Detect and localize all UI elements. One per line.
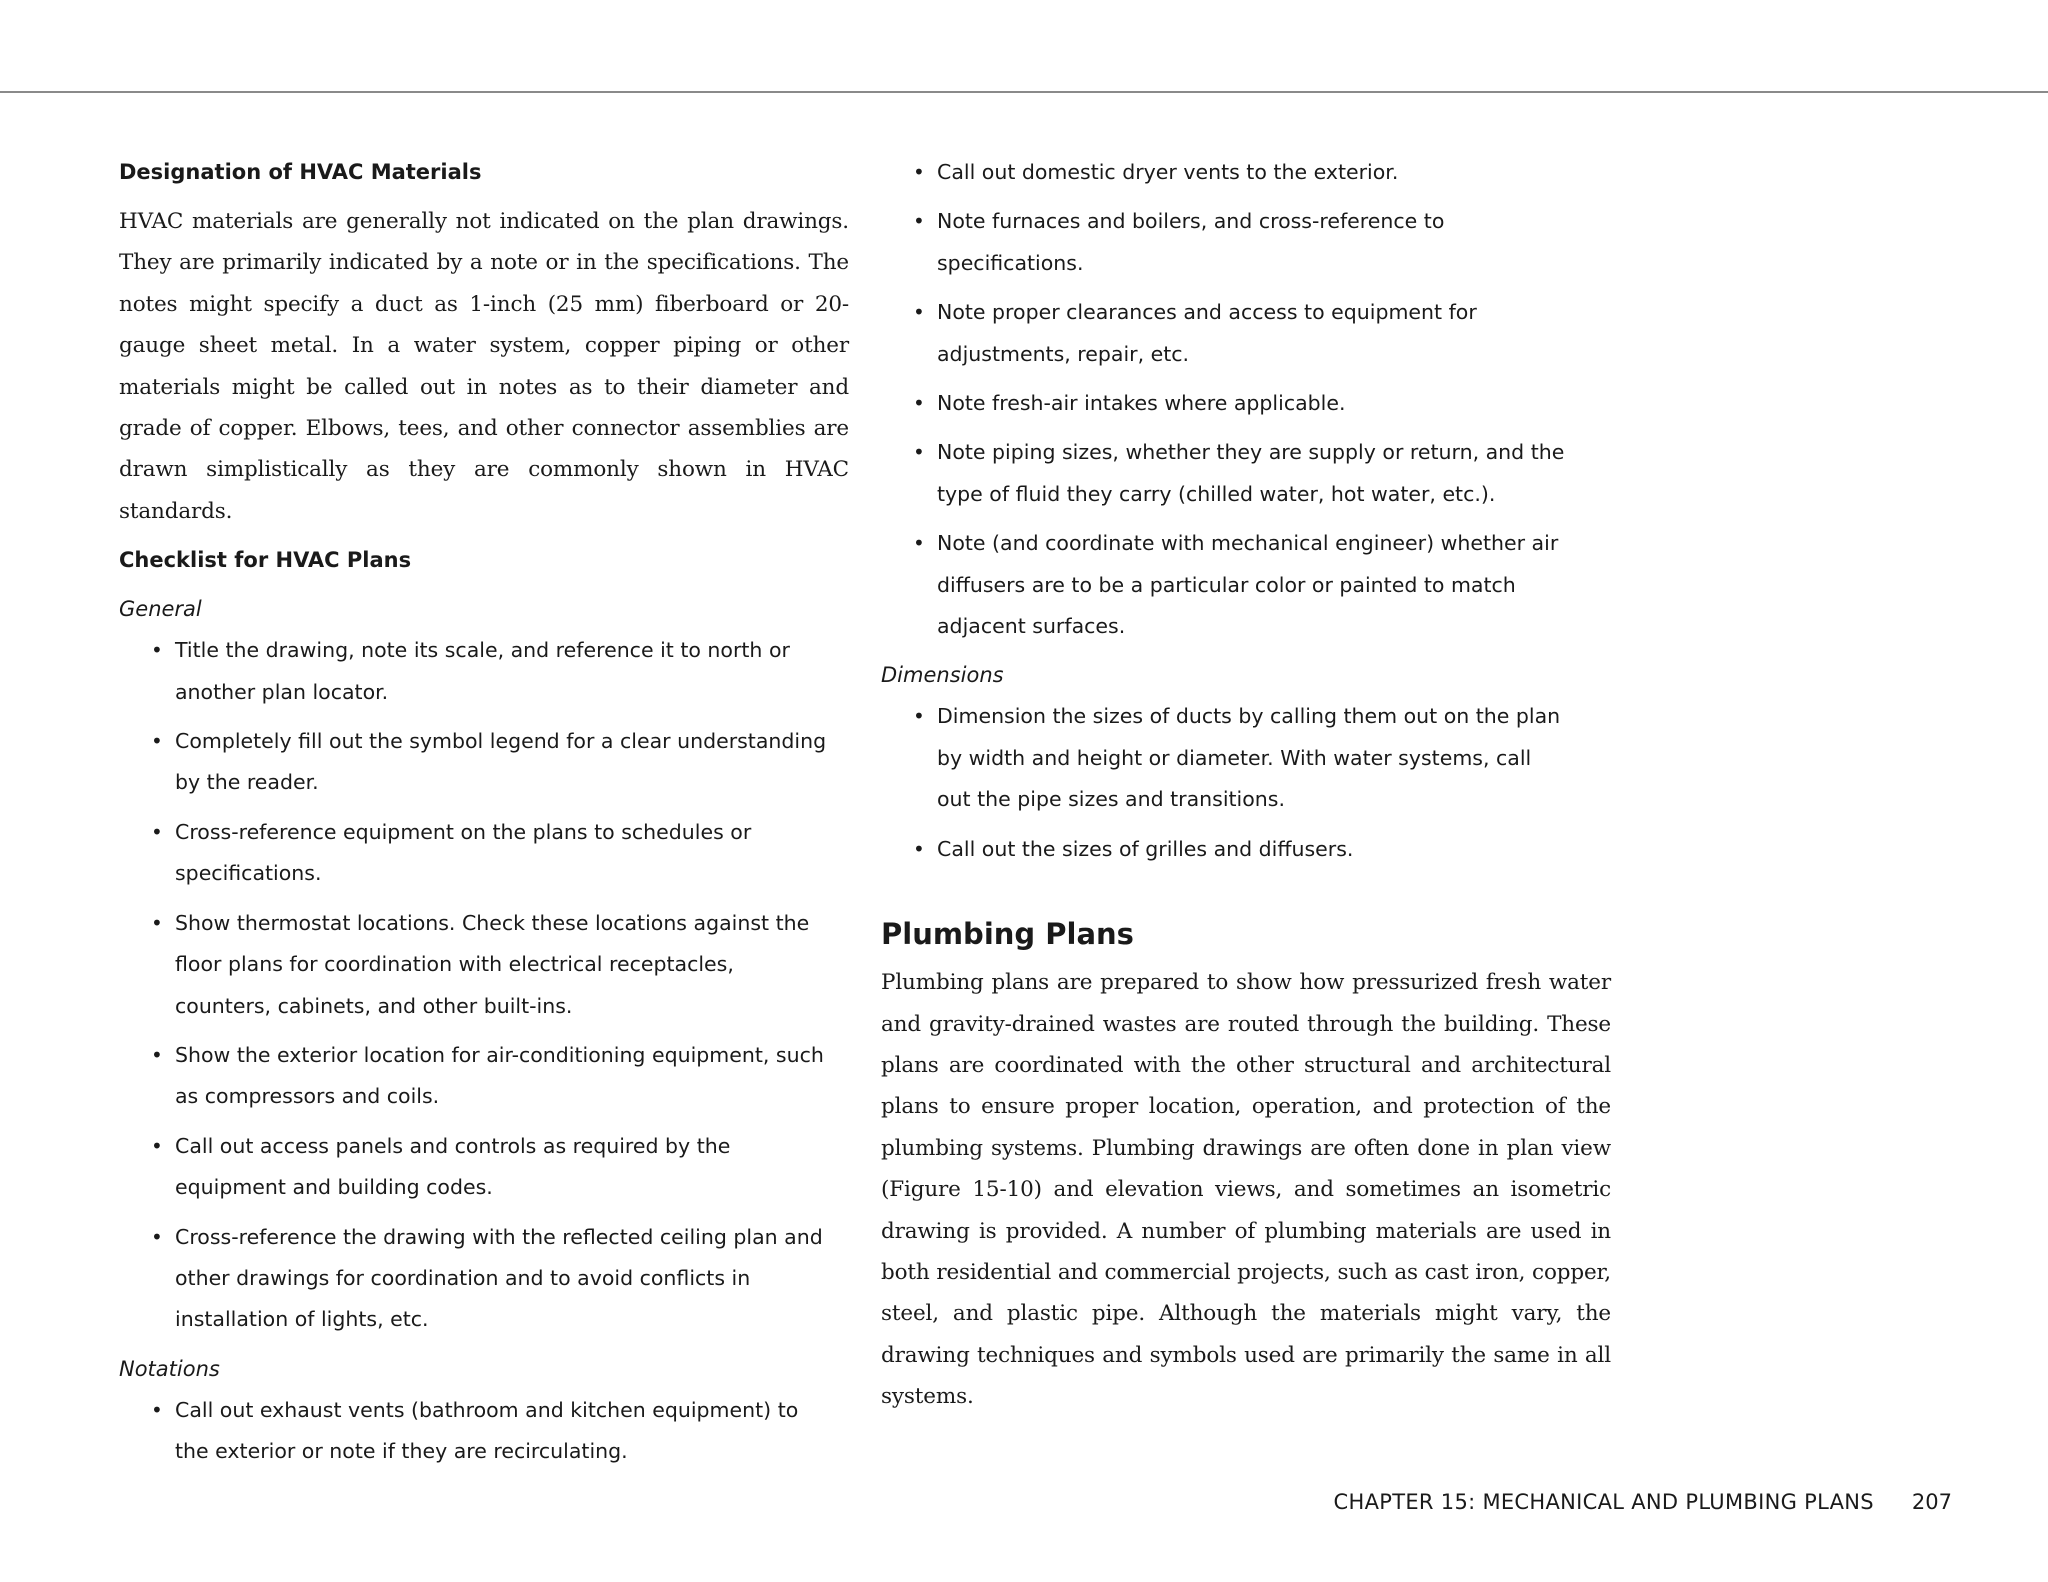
bullet-icon: • <box>151 819 163 844</box>
bullet-icon: • <box>151 1042 163 1067</box>
list-item-text: Call out exhaust vents (bathroom and kitchen equipment) to the exterior or note if they are recirculating. <box>175 1397 799 1464</box>
page-footer <box>1334 1487 1952 1517</box>
bullet-icon: • <box>913 531 925 556</box>
bullet-icon: • <box>151 1397 163 1422</box>
list-item-text: Cross-reference equipment on the plans to schedules or specifications. <box>175 819 752 886</box>
general-list <box>119 630 831 1341</box>
list-item <box>151 812 831 895</box>
list-item-text: Call out the sizes of grilles and diffusers. <box>937 836 1354 861</box>
general-label: General <box>119 597 202 622</box>
plumbing-paragraph: Plumbing plans are prepared to show how pressurized fresh water and gravity-drained wastes are routed through the building. These plans are coordinated with the other structural and architectural plans to ensure proper location, operation, and protection of the plumbing systems. Plumbing drawings are often done in plan view (Figure 15-10) and elevation views, and sometimes an isometric drawing is provided. A number of plumbing materials are used in both residential and commercial projects, such as cast iron, copper, steel, and plastic pipe. Although the materials might vary, the drawing techniques and symbols used are primarily the same in all systems. <box>881 970 1611 1410</box>
list-item-text: Show the exterior location for air-conditioning equipment, such as compressors and coils. <box>175 1042 824 1109</box>
heading-plumbing-plans: Plumbing Plans <box>881 917 1134 952</box>
dimensions-list <box>881 696 1611 870</box>
list-item-text: Note proper clearances and access to equipment for adjustments, repair, etc. <box>937 300 1477 366</box>
bullet-icon: • <box>913 300 925 325</box>
list-item-text: Note piping sizes, whether they are supply or return, and the type of fluid they carry (chilled water, hot water, etc.). <box>937 440 1565 506</box>
list-item <box>881 201 1567 284</box>
list-item-text: Dimension the sizes of ducts by calling them out on the plan by width and height or diameter. With water systems, call out the pipe sizes and transitions. <box>937 704 1561 812</box>
list-item <box>881 152 1567 193</box>
list-item <box>881 383 1567 424</box>
list-item <box>151 630 831 713</box>
list-item <box>151 1390 831 1473</box>
list-item-text: Cross-reference the drawing with the reflected ceiling plan and other drawings for coordination and to avoid conflicts in installation of lights, etc. <box>175 1224 823 1332</box>
page-number: 207 <box>1911 1490 1952 1514</box>
list-item-text: Note furnaces and boilers, and cross-reference to specifications. <box>937 209 1445 275</box>
list-item <box>881 523 1567 647</box>
bullet-icon: • <box>913 391 925 416</box>
list-item <box>151 721 831 804</box>
list-item-text: Title the drawing, note its scale, and reference it to north or another plan locator. <box>175 638 790 704</box>
running-footer-chapter: CHAPTER 15: MECHANICAL AND PLUMBING PLANS <box>1333 1490 1874 1514</box>
list-item <box>151 1035 831 1118</box>
list-item-text: Note fresh-air intakes where applicable. <box>937 391 1346 416</box>
list-item-text: Note (and coordinate with mechanical engineer) whether air diffusers are to be a particular color or painted to match adjacent surfaces. <box>937 531 1559 639</box>
bullet-icon: • <box>151 729 163 754</box>
designation-paragraph: HVAC materials are generally not indicated on the plan drawings. They are primarily indicated by a note or in the specifications. The notes might specify a duct as 1-inch (25 mm) fiberboard or 20-gauge sheet metal. In a water system, copper piping or other materials might be called out in notes as to their diameter and grade of copper. Elbows, tees, and other connector assemblies are drawn simplistically as they are commonly shown in HVAC standards. <box>119 209 849 524</box>
notations-list <box>119 1390 831 1473</box>
notations-continued-list <box>881 152 1611 647</box>
bullet-icon: • <box>151 910 163 935</box>
bullet-icon: • <box>913 209 925 234</box>
list-item-text: Completely fill out the symbol legend for a clear understanding by the reader. <box>175 729 827 795</box>
right-column <box>881 152 1611 1426</box>
list-item <box>151 1217 831 1341</box>
bullet-icon: • <box>151 1224 163 1249</box>
bullet-icon: • <box>151 1133 163 1158</box>
list-item <box>151 903 831 1027</box>
left-column <box>119 152 849 1481</box>
list-item <box>881 432 1567 515</box>
list-item <box>151 1126 831 1209</box>
dimensions-label: Dimensions <box>881 663 1004 688</box>
bullet-icon: • <box>913 836 925 861</box>
list-item-text: Show thermostat locations. Check these locations against the floor plans for coordination with electrical receptacles, counters, cabinets, and other built-ins. <box>175 910 810 1018</box>
list-item-text: Call out access panels and controls as required by the equipment and building codes. <box>175 1133 731 1200</box>
heading-checklist-hvac-plans: Checklist for HVAC Plans <box>119 548 412 573</box>
bullet-icon: • <box>151 638 163 663</box>
list-item-text: Call out domestic dryer vents to the exterior. <box>937 160 1399 184</box>
bullet-icon: • <box>913 160 925 184</box>
list-item <box>881 292 1567 375</box>
bullet-icon: • <box>913 440 925 465</box>
list-item <box>881 696 1567 820</box>
list-item <box>881 829 1567 870</box>
header-rule <box>0 91 2048 93</box>
heading-designation-hvac-materials: Designation of HVAC Materials <box>119 160 482 184</box>
bullet-icon: • <box>913 704 925 729</box>
notations-label: Notations <box>119 1356 220 1381</box>
